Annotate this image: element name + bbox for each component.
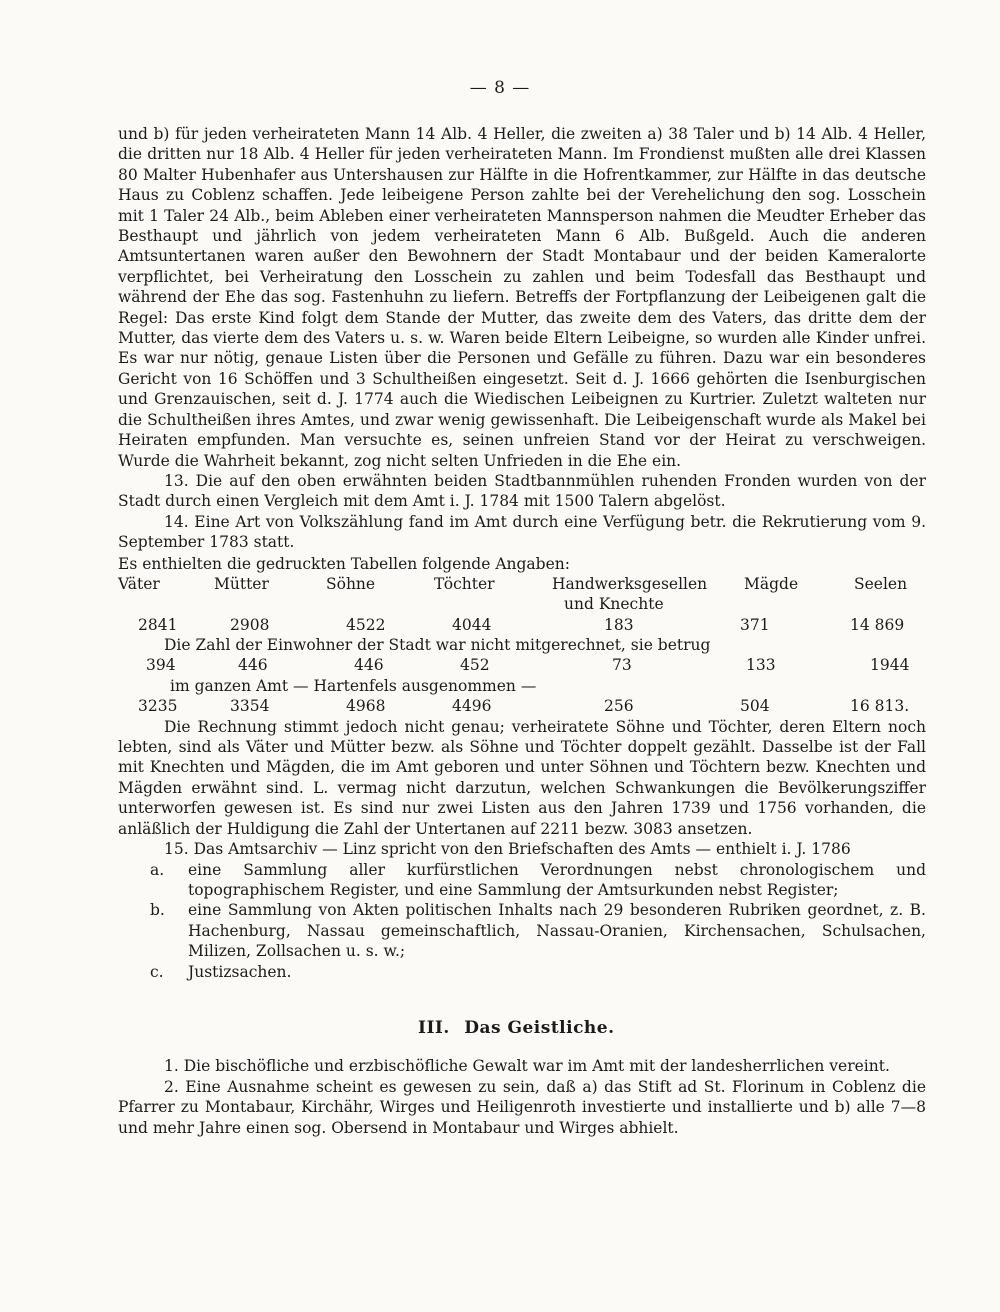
- table-row: [118, 655, 926, 675]
- table-note: im ganzen Amt — Hartenfels ausgenommen —: [170, 676, 537, 695]
- table-header: Väter: [118, 574, 160, 593]
- paragraph-calculation: Die Rechnung stimmt jedoch nicht genau; verheiratete Söhne und Töchter, deren Eltern noch lebten, sind als Väter und Mütter bezw. als Söhne und Töchter doppelt gezählt. Dasselbe ist der Fall mit Knechten und Mägden, die im Amt geboren und unter Söhnen und Töchtern bezw. Knechten und Mägden erwähnt sind. L. vermag nicht darzutun, welchen Schwankungen die Bevölkerungsziffer unterworfen gewesen ist. Es sind nur zwei Listen aus den Jahren 1739 und 1756 vorhanden, die anläßlich der Huldigung die Zahl der Untertanen auf 2211 bezw. 3083 ansetzen.: [118, 717, 926, 838]
- table-cell: 2908: [230, 615, 270, 634]
- table-header-row: [118, 574, 926, 594]
- list-item: [118, 860, 926, 901]
- table-cell: 1944: [870, 656, 910, 675]
- table-header: Mütter: [214, 574, 269, 593]
- list-item-text: eine Sammlung aller kurfürstlichen Verordnungen nebst chronologischem und topographischem Register, und eine Sammlung der Amtsurkunden nebst Register;: [188, 860, 926, 899]
- paragraph-section-1: 1. Die bischöfliche und erzbischöfliche Gewalt war im Amt mit der landesherrlichen vereint.: [164, 1057, 890, 1076]
- table-cell: 256: [604, 697, 634, 716]
- list-marker: b.: [150, 901, 165, 920]
- document-body: [118, 124, 926, 1138]
- list-item: [118, 962, 926, 982]
- table-header-sub: und Knechte: [564, 595, 664, 614]
- table-note: Die Zahl der Einwohner der Stadt war nicht mitgerechnet, sie betrug: [164, 636, 711, 655]
- table-cell: 4522: [346, 615, 386, 634]
- table-cell: 446: [238, 656, 268, 675]
- table-cell: 504: [740, 697, 770, 716]
- table-cell: 4968: [346, 697, 386, 716]
- table-cell: 371: [740, 615, 770, 634]
- table-note-row: [118, 635, 926, 655]
- list-item: [118, 900, 926, 961]
- section-heading: [118, 1018, 926, 1038]
- section-title: Das Geistliche.: [464, 1017, 615, 1038]
- table-intro-row: [118, 554, 926, 574]
- paragraph-13: 13. Die auf den oben erwähnten beiden Stadtbannmühlen ruhenden Fronden wurden von der Stadt durch einen Vergleich mit dem Amt i. J. 1784 mit 1500 Talern abgelöst.: [118, 471, 926, 511]
- table-cell: 73: [612, 656, 632, 675]
- table-header-sub-row: [118, 594, 926, 614]
- table-cell: 4496: [452, 697, 492, 716]
- section-number: III.: [418, 1017, 450, 1038]
- table-header: Mägde: [744, 574, 799, 593]
- list-marker: c.: [150, 962, 164, 981]
- table-cell: 452: [460, 656, 490, 675]
- table-row: [118, 615, 926, 635]
- list-item-text: eine Sammlung von Akten politischen Inhalts nach 29 besonderen Rubriken geordnet, z. B. Hachenburg, Nassau gemeinschaftlich, Nassau-Oranien, Kirchensachen, Schulsachen, Milizen, Zollsachen u. s. w.;: [188, 901, 926, 961]
- table-row: [118, 696, 926, 716]
- table-header: Handwerksgesellen: [552, 574, 708, 593]
- table-cell: 14 869: [850, 615, 905, 634]
- paragraph-15: 15. Das Amtsarchiv — Linz spricht von den Briefschaften des Amts — enthielt i. J. 1786: [164, 840, 851, 859]
- paragraph-continuation: und b) für jeden verheirateten Mann 14 Alb. 4 Heller, die zweiten a) 38 Taler und b) 14 Alb. 4 Heller, die dritten nur 18 Alb. 4 Heller für jeden verheirateten Mann. Im Frondienst mußten alle drei Klassen 80 Malter Hubenhafer aus Untershausen zur Hälfte in die Hofrentkammer, zur Hälfte in das deutsche Haus zu Coblenz schaffen. Jede leibeigene Person zahlte bei der Verehelichung den sog. Losschein mit 1 Taler 24 Alb., beim Ableben einer verheirateten Mannsperson nahmen die Meudter Erheber das Besthaupt und jährlich von jedem verheirateten Mann 6 Alb. Bußgeld. Auch die anderen Amtsuntertanen waren außer den Bewohnern der Stadt Montabaur und der beiden Kameralorte verpflichtet, bei Verheiratung den Losschein zu zahlen und beim Todesfall das Besthaupt und während der Ehe das sog. Fastenhuhn zu liefern. Betreffs der Fortpflanzung der Leibeigenen galt die Regel: Das erste Kind folgt dem Stande der Mutter, das zweite dem des Vaters, das dritte dem der Mutter, das vierte dem des Vaters u. s. w. Waren beide Eltern Leibeigne, so wurden alle Kinder unfrei. Es war nur nötig, genaue Listen über die Personen und Gefälle zu führen. Dazu war ein besonderes Gericht von 16 Schöffen und 3 Schultheißen eingesetzt. Seit d. J. 1666 gehörten die Isenburgischen und Grenzauischen, seit d. J. 1774 auch die Wiedischen Leibeignen zu Kurtrier. Zuletzt walteten nur die Schultheißen ihres Amtes, und zwar wenig gewissenhaft. Die Leibeigenschaft wurde als Makel bei Heiraten empfunden. Man versuchte es, seinen unfreien Stand vor der Heirat zu verschweigen. Wurde die Wahrheit bekannt, zog nicht selten Unfrieden in die Ehe ein.: [118, 125, 926, 470]
- table-cell: 16 813.: [850, 697, 910, 716]
- table-cell: 133: [746, 656, 776, 675]
- table-note-row: [118, 676, 926, 696]
- paragraph-section-2: 2. Eine Ausnahme scheint es gewesen zu sein, daß a) das Stift ad St. Florinum in Coblenz die Pfarrer zu Montabaur, Kirchähr, Wirges und Heiligenroth investierte und installierte und b) alle 7—8 und mehr Jahre einen sog. Obersend in Montabaur und Wirges abhielt.: [118, 1077, 926, 1137]
- table-cell: 446: [354, 656, 384, 675]
- archive-list: [118, 860, 926, 982]
- table-header: Söhne: [326, 574, 376, 593]
- table-cell: 4044: [452, 615, 492, 634]
- table-cell: 394: [146, 656, 176, 675]
- table-header: Töchter: [434, 574, 495, 593]
- page-number: — 8 —: [469, 78, 531, 98]
- table-cell: 3235: [138, 697, 178, 716]
- list-item-text: Justizsachen.: [188, 962, 292, 981]
- table-cell: 183: [604, 615, 634, 634]
- paragraph-14: 14. Eine Art von Volkszählung fand im Amt durch eine Verfügung betr. die Rekrutierung vom 9. September 1783 statt.: [118, 512, 926, 552]
- census-table: [118, 554, 926, 717]
- list-marker: a.: [150, 860, 165, 879]
- table-intro: Es enthielten die gedruckten Tabellen folgende Angaben:: [118, 554, 570, 573]
- table-header: Seelen: [854, 574, 908, 593]
- table-cell: 2841: [138, 615, 178, 634]
- table-cell: 3354: [230, 697, 270, 716]
